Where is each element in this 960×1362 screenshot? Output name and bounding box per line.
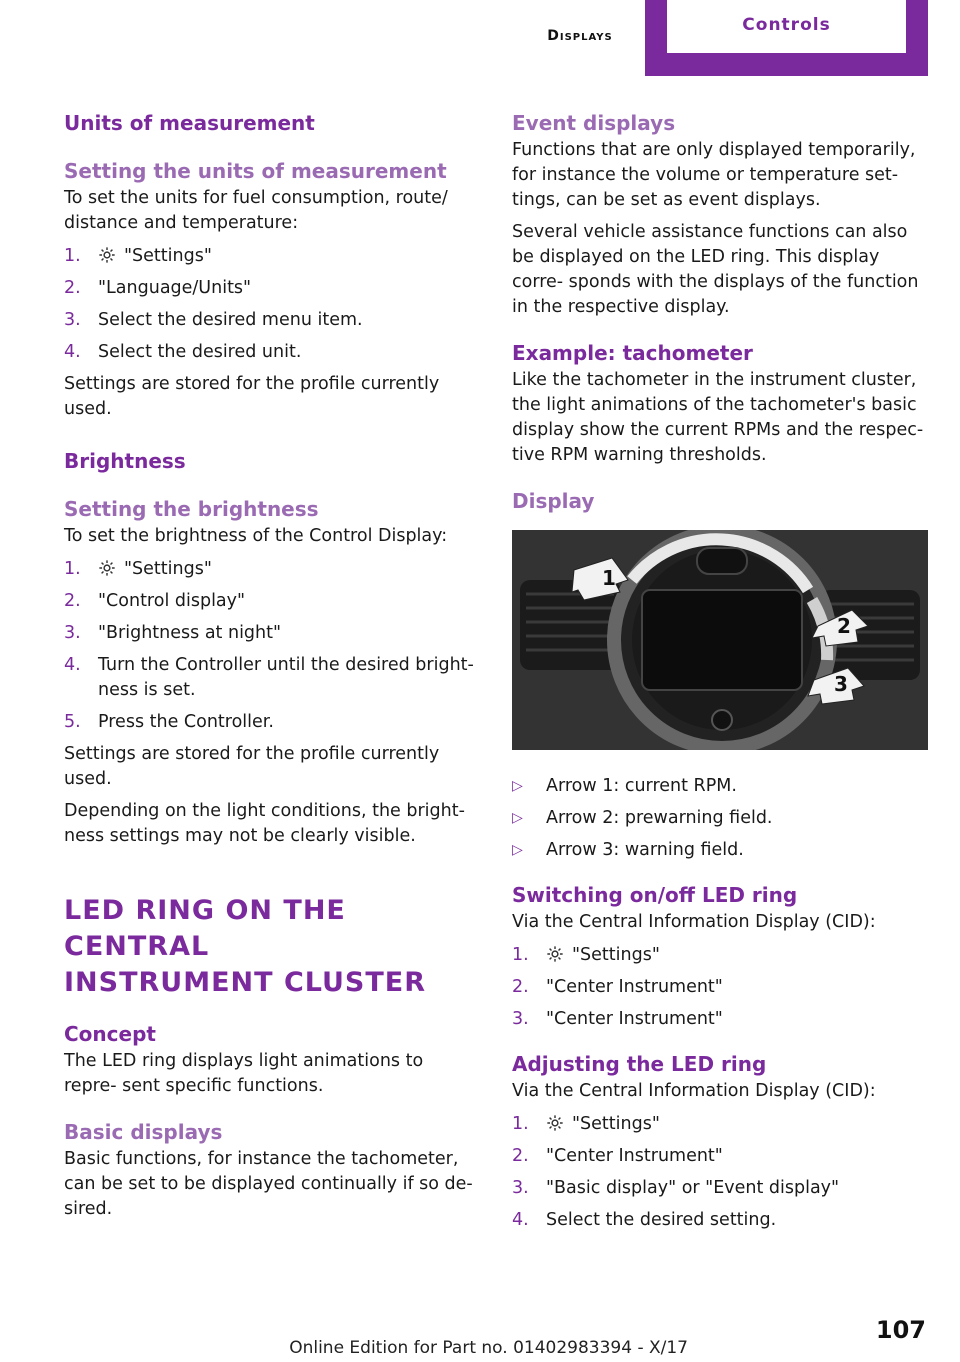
switch-step <box>512 975 928 1000</box>
concept-title: Concept <box>64 1022 156 1046</box>
brightness-step-text: "Control display" <box>98 591 246 611</box>
gear-icon <box>546 1114 564 1132</box>
switch-steps-list <box>512 943 928 1032</box>
switch-step-number: 2. <box>512 977 529 997</box>
adjust-step-number: 3. <box>512 1178 529 1198</box>
arrow-legend-item <box>512 838 928 863</box>
left-column <box>64 108 474 1222</box>
switch-step-number: 3. <box>512 1009 529 1029</box>
units-step-number: 2. <box>64 278 81 298</box>
adjust-step <box>512 1144 928 1169</box>
led-ring-title-line-1: LED RING ON THE CENTRAL <box>64 895 346 962</box>
adjust-step-number: 1. <box>512 1114 529 1134</box>
adjust-step-number: 4. <box>512 1210 529 1230</box>
instrument-cluster-photo <box>512 530 928 750</box>
adjust-step-text: "Center Instrument" <box>546 1146 723 1166</box>
adjust-led-intro: Via the Central Information Display (CID): <box>512 1081 876 1101</box>
brightness-subtitle: Setting the brightness <box>64 497 319 521</box>
arrow-legend-item <box>512 774 928 799</box>
adjust-step <box>512 1208 928 1233</box>
arrow-legend-text: Arrow 1: current RPM. <box>546 776 737 796</box>
brightness-intro: To set the brightness of the Control Display: <box>64 526 448 546</box>
tachometer-text: Like the tachometer in the instrument cluster, the light animations of the tachometer's basic display show the current RPMs and the respec‐ tive RPM warning thresholds. <box>512 370 924 465</box>
arrow-legend-text: Arrow 3: warning field. <box>546 840 744 860</box>
units-step-text: "Settings" <box>124 246 212 266</box>
units-step-number: 3. <box>64 310 81 330</box>
brightness-step <box>64 653 474 703</box>
units-subtitle: Setting the units of measurement <box>64 159 447 183</box>
adjust-steps-list <box>512 1112 928 1233</box>
photo-label-3: 3 <box>834 672 848 696</box>
header-tab-controls[interactable] <box>645 0 928 76</box>
footer <box>0 1316 960 1362</box>
units-step <box>64 308 474 333</box>
adjust-led-title: Adjusting the LED ring <box>512 1052 767 1076</box>
switch-step-text: "Settings" <box>572 945 660 965</box>
units-step-number: 4. <box>64 342 81 362</box>
basic-displays-text: Basic functions, for instance the tachometer, can be set to be displayed continually if so de‐ sired. <box>64 1149 473 1219</box>
brightness-step-number: 3. <box>64 623 81 643</box>
brightness-step <box>64 589 474 614</box>
triangle-bullet-icon: ▷ <box>512 810 523 826</box>
instrument-cluster-illustration <box>512 530 928 750</box>
display-title: Display <box>512 489 595 513</box>
adjust-step-text: "Settings" <box>572 1114 660 1134</box>
units-note: Settings are stored for the profile currently used. <box>64 374 440 419</box>
units-step-text: Select the desired menu item. <box>98 310 363 330</box>
adjust-step-text: "Basic display" or "Event display" <box>546 1178 840 1198</box>
adjust-step-text: Select the desired setting. <box>546 1210 777 1230</box>
brightness-step-text: Press the Controller. <box>98 712 274 732</box>
basic-displays-title: Basic displays <box>64 1120 223 1144</box>
brightness-step <box>64 557 474 582</box>
units-step <box>64 244 474 269</box>
units-step-number: 1. <box>64 246 81 266</box>
units-step-text: "Language/Units" <box>98 278 252 298</box>
brightness-step-number: 5. <box>64 712 81 732</box>
units-step-text: Select the desired unit. <box>98 342 302 362</box>
tachometer-title: Example: tachometer <box>512 341 753 365</box>
switch-step-number: 1. <box>512 945 529 965</box>
event-displays-text-2: Several vehicle assistance functions can also be displayed on the LED ring. This display corre‐ sponds with the displays of the function in the respective display. <box>512 222 919 317</box>
brightness-step <box>64 710 474 735</box>
led-ring-title <box>64 893 474 1001</box>
adjust-step <box>512 1176 928 1201</box>
arrow-legend-text: Arrow 2: prewarning field. <box>546 808 773 828</box>
brightness-step-number: 2. <box>64 591 81 611</box>
gear-icon <box>98 246 116 264</box>
page-number: 107 <box>875 1316 926 1344</box>
switch-led-title: Switching on/off LED ring <box>512 883 798 907</box>
brightness-step <box>64 621 474 646</box>
header-tab-controls-label: Controls <box>667 0 906 53</box>
brightness-title: Brightness <box>64 449 186 473</box>
brightness-step-text: "Settings" <box>124 559 212 579</box>
brightness-step-number: 1. <box>64 559 81 579</box>
switch-step <box>512 943 928 968</box>
header-tab-displays[interactable]: Displays <box>547 28 613 44</box>
triangle-bullet-icon: ▷ <box>512 778 523 794</box>
gear-icon <box>546 945 564 963</box>
switch-led-intro: Via the Central Information Display (CID): <box>512 912 876 932</box>
gear-icon <box>98 559 116 577</box>
brightness-note-2: Depending on the light conditions, the bright‐ ness settings may not be clearly visible. <box>64 801 465 846</box>
units-steps-list <box>64 244 474 365</box>
arrow-legend-list <box>512 774 928 863</box>
units-step <box>64 276 474 301</box>
arrow-legend-item <box>512 806 928 831</box>
switch-step <box>512 1007 928 1032</box>
footer-edition: Online Edition for Part no. 01402983394 - X/17 <box>289 1338 688 1358</box>
event-displays-text-1: Functions that are only displayed temporarily, for instance the volume or temperature set‐ tings, can be set as event displays. <box>512 140 916 210</box>
brightness-steps-list <box>64 557 474 735</box>
triangle-bullet-icon: ▷ <box>512 842 523 858</box>
event-displays-title: Event displays <box>512 111 676 135</box>
brightness-step-text: Turn the Controller until the desired bright‐ ness is set. <box>98 655 474 700</box>
brightness-note-1: Settings are stored for the profile currently used. <box>64 744 440 789</box>
brightness-step-number: 4. <box>64 655 81 675</box>
led-ring-title-line-2: INSTRUMENT CLUSTER <box>64 967 427 998</box>
photo-label-1: 1 <box>602 566 616 590</box>
brightness-step-text: "Brightness at night" <box>98 623 282 643</box>
units-intro: To set the units for fuel consumption, route/ distance and temperature: <box>64 188 448 233</box>
units-title: Units of measurement <box>64 111 315 135</box>
photo-label-2: 2 <box>837 614 851 638</box>
concept-text: The LED ring displays light animations to repre‐ sent specific functions. <box>64 1051 424 1096</box>
adjust-step-number: 2. <box>512 1146 529 1166</box>
switch-step-text: "Center Instrument" <box>546 1009 723 1029</box>
adjust-step <box>512 1112 928 1137</box>
right-column <box>512 108 928 1240</box>
units-step <box>64 340 474 365</box>
switch-step-text: "Center Instrument" <box>546 977 723 997</box>
